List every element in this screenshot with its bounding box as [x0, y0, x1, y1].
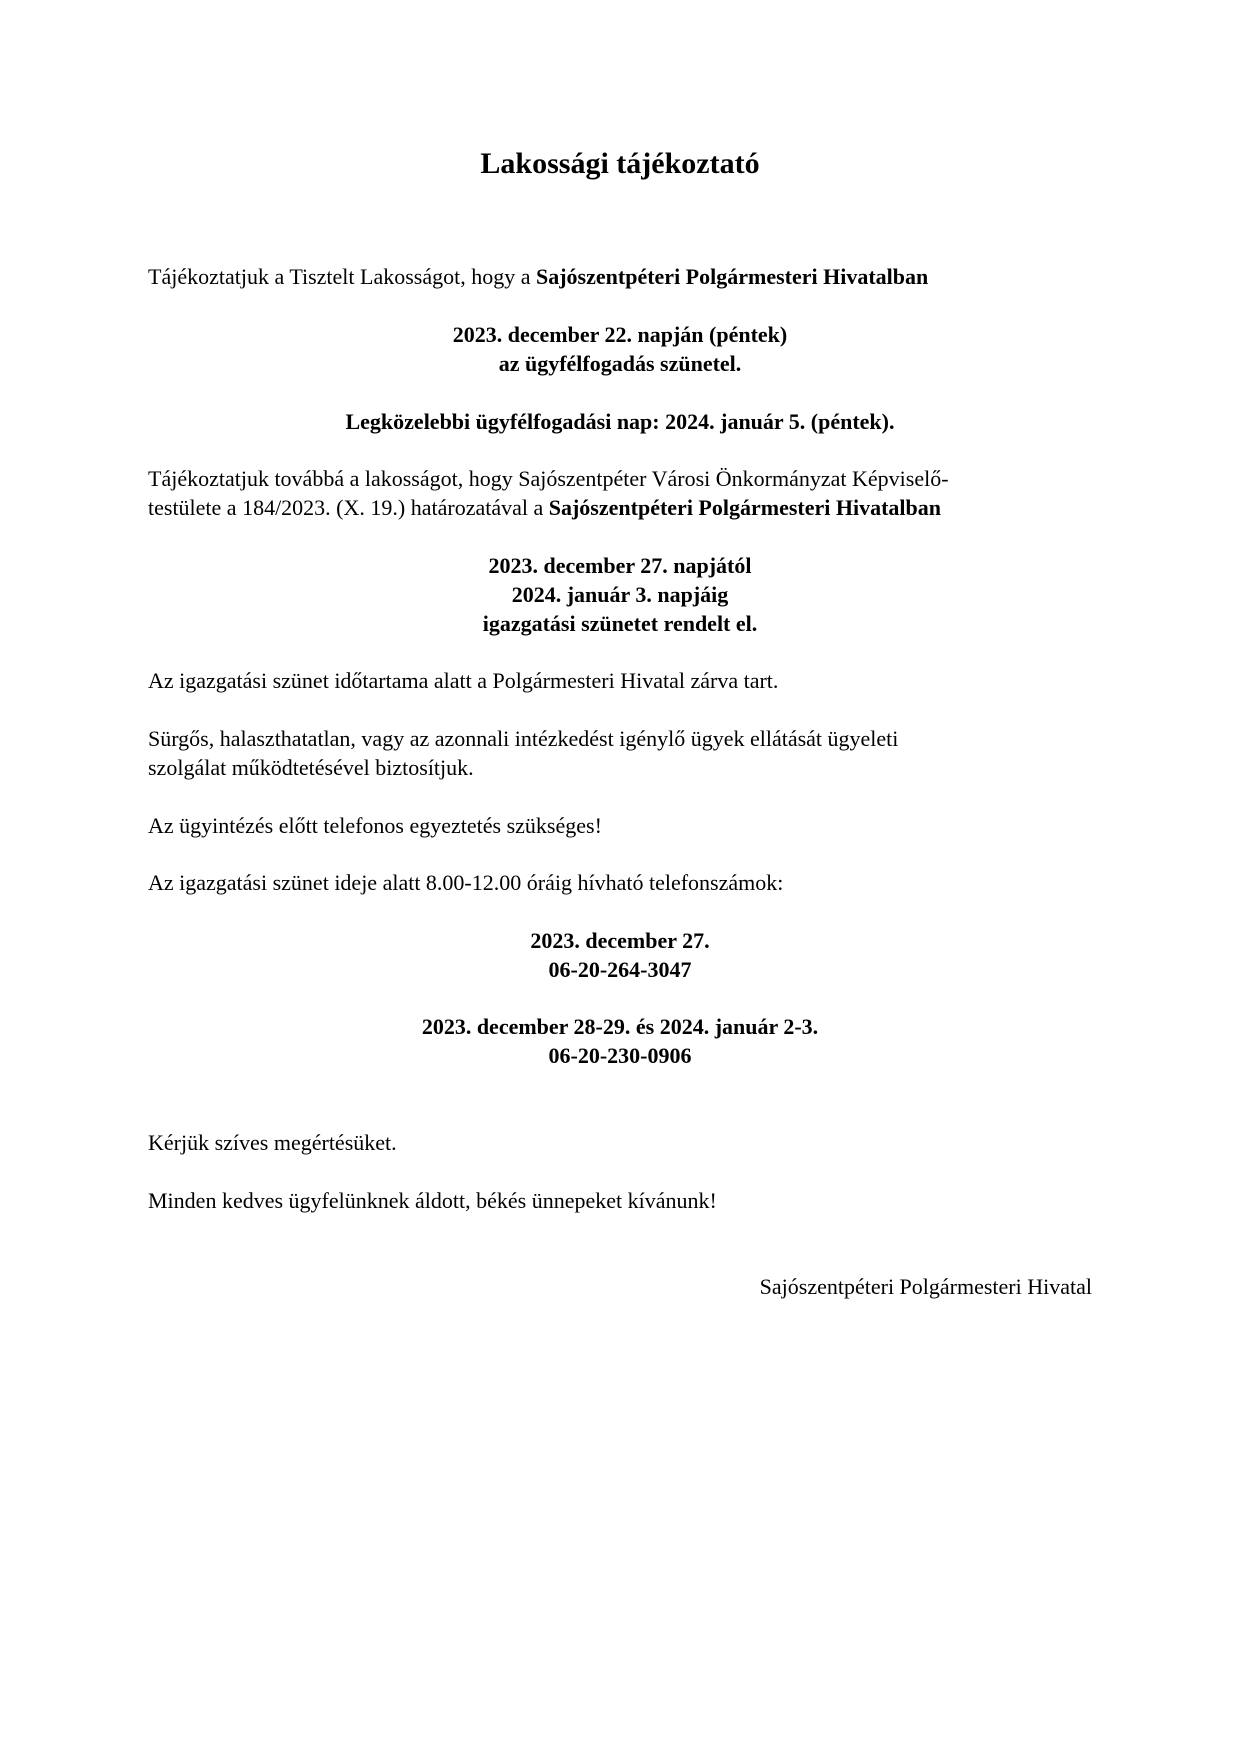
closed-notice: Az igazgatási szünet időtartama alatt a Polgármesteri Hivatal zárva tart.: [148, 668, 779, 693]
office-name: Sajószentpéteri Polgármesteri Hivatalban: [536, 264, 929, 289]
signature: Sajószentpéteri Polgármesteri Hivatal: [759, 1274, 1092, 1299]
document-title: Lakossági tájékoztató: [480, 147, 760, 180]
admin-break-end: 2024. január 3. napjáig: [511, 582, 729, 607]
urgent-line-2: szolgálat működtetésével biztosítjuk.: [148, 755, 474, 780]
decision-line-1: Tájékoztatjuk továbbá a lakosságot, hogy Sajószentpéter Városi Önkormányzat Képviselő-: [148, 466, 949, 491]
holiday-wishes: Minden kedves ügyfelünknek áldott, békés ünnepeket kívánunk!: [148, 1188, 717, 1213]
document-page: [148, 0, 1092, 1753]
decision-line-2: [148, 493, 1092, 522]
intro-text: Tájékoztatjuk a Tisztelt Lakosságot, hogy a: [148, 264, 536, 289]
admin-break-block: [148, 551, 1092, 638]
decision-text: testülete a 184/2023. (X. 19.) határozatával a: [148, 495, 549, 520]
closure-note: az ügyfélfogadás szünetel.: [498, 351, 742, 376]
phones-intro: Az igazgatási szünet ideje alatt 8.00-12.00 óráig hívható telefonszámok:: [148, 870, 784, 895]
phone-block-dates: 2023. december 28-29. és 2024. január 2-3.: [421, 1014, 819, 1039]
understanding-note: Kérjük szíves megértésüket.: [148, 1130, 397, 1155]
phone-block-dates: 2023. december 27.: [530, 928, 710, 953]
phone-required-note: Az ügyintézés előtt telefonos egyeztetés szükséges!: [148, 813, 602, 838]
admin-break-note: igazgatási szünetet rendelt el.: [482, 611, 758, 636]
urgent-paragraph: [148, 724, 1092, 782]
intro-paragraph: [148, 262, 1092, 291]
phone-number: 06-20-230-0906: [548, 1043, 692, 1068]
closure-date: 2023. december 22. napján (péntek): [452, 322, 788, 347]
decision-paragraph: [148, 464, 1092, 522]
next-reception-day: Legközelebbi ügyfélfogadási nap: 2024. január 5. (péntek).: [345, 409, 895, 434]
phone-block-1: [148, 926, 1092, 984]
phone-number: 06-20-264-3047: [548, 957, 692, 982]
admin-break-start: 2023. december 27. napjától: [488, 553, 752, 578]
urgent-line-1: Sürgős, halaszthatatlan, vagy az azonnali intézkedést igénylő ügyek ellátását ügyeleti: [148, 726, 899, 751]
decision-office-name: Sajószentpéteri Polgármesteri Hivatalban: [548, 495, 942, 520]
closure-day-block: [148, 320, 1092, 378]
phone-block-2: [148, 1012, 1092, 1070]
